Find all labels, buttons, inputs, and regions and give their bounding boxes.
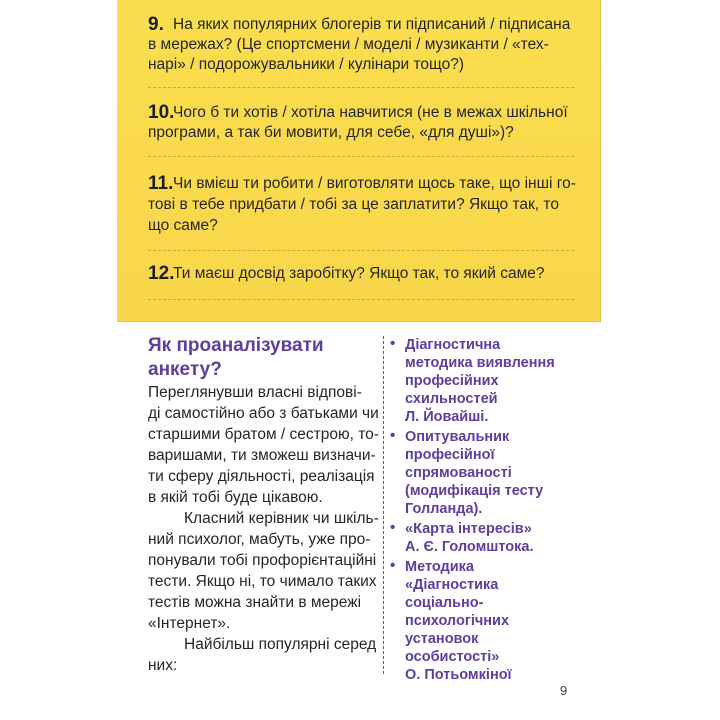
question-10-number: 10. [148, 102, 175, 123]
test-item-4-line: О. Потьомкіної [405, 667, 512, 683]
page-number: 9 [560, 683, 568, 698]
bullet-icon: • [390, 427, 396, 444]
paragraph-1-line: старшими братом / сестрою, то- [148, 426, 379, 443]
paragraph-3-line: Найбільш популярні серед [184, 636, 377, 653]
test-item-2-line: (модифікація тесту [405, 483, 544, 499]
bullet-icon: • [390, 335, 396, 352]
paragraph-1-line: Переглянувши власні відпові- [148, 384, 362, 401]
paragraph-2-line: тести. Якщо ні, то чимало таких [148, 573, 377, 590]
test-item-3-line: А. Є. Голомштока. [405, 539, 534, 555]
question-9-line-3: нарі» / подорожувальники / кулінари тощо?) [148, 56, 465, 73]
test-item-4-line: психологічних [405, 613, 510, 629]
section-heading [148, 334, 324, 382]
question-10-line-1: Чого б ти хотів / хотіла навчитися (не в межах шкільної [173, 104, 568, 121]
test-item-4-line: особистості» [405, 649, 500, 665]
test-item-2-line: Опитувальник [405, 429, 510, 445]
paragraph-2-line: тестів можна знайти в мережі [148, 594, 362, 611]
paragraph-1-line: в якій тобі буде цікавою. [148, 489, 323, 506]
question-9-line-1: На яких популярних блогерів ти підписаний / підписана [173, 16, 571, 33]
answer-line [148, 250, 574, 251]
paragraph-2-line: ний психолог, мабуть, уже про- [148, 531, 371, 548]
test-item-2-line: спрямованості [405, 465, 512, 481]
paragraph-1-line: варишами, ти зможеш визначи- [148, 447, 376, 464]
test-item-1-line: схильностей [405, 391, 498, 407]
answer-line [148, 156, 574, 157]
paragraph-1-line: ти сферу діяльності, реалізація [148, 468, 375, 485]
test-item-4-line: установок [405, 631, 479, 647]
test-item-1-line: Л. Йовайші. [405, 409, 489, 425]
test-item-4-line: «Діагностика [405, 577, 499, 593]
paragraph-2-line: «Інтернет». [148, 615, 231, 632]
question-10-line-2: програми, а так би мовити, для себе, «для душі»)? [148, 124, 514, 141]
question-9-number: 9. [148, 14, 164, 35]
paragraph-3-line: них: [148, 657, 178, 674]
question-11-line-3: що саме? [148, 217, 218, 234]
bullet-icon: • [390, 557, 396, 574]
test-item-1-line: Діагностична [405, 337, 501, 353]
paragraph-2-line: Класний керівник чи шкіль- [184, 510, 379, 527]
question-11-line-1: Чи вмієш ти робити / виготовляти щось таке, що інші го- [173, 175, 576, 192]
test-item-4-line: Методика [405, 559, 474, 575]
paragraph-1-line: ді самостійно або з батьками чи [148, 405, 379, 422]
sidebar-divider [383, 336, 384, 674]
question-11-line-2: тові в тебе придбати / тобі за це заплатити? Якщо так, то [148, 196, 559, 213]
answer-line [148, 87, 574, 88]
test-item-2-line: Голланда). [405, 501, 483, 517]
test-item-2-line: професійної [405, 447, 495, 463]
question-9-line-2: в мережах? (Це спортсмени / моделі / музиканти / «тех- [148, 36, 549, 53]
question-11-number: 11. [148, 173, 174, 194]
question-12-line-1: Ти маєш досвід заробітку? Якщо так, то який саме? [173, 265, 545, 282]
paragraph-2-line: понували тобі профорієнтаційні [148, 552, 377, 569]
section-heading-line-2: анкету? [148, 359, 222, 380]
bullet-icon: • [390, 519, 396, 536]
test-item-4-line: соціально- [405, 595, 484, 611]
answer-line [148, 299, 574, 300]
section-heading-line-1: Як проаналізувати [148, 335, 324, 356]
test-item-1-line: методика виявлення [405, 355, 555, 371]
test-item-1-line: професійних [405, 373, 499, 389]
test-item-3-line: «Карта інтересів» [405, 521, 532, 537]
question-12-number: 12. [148, 263, 175, 284]
